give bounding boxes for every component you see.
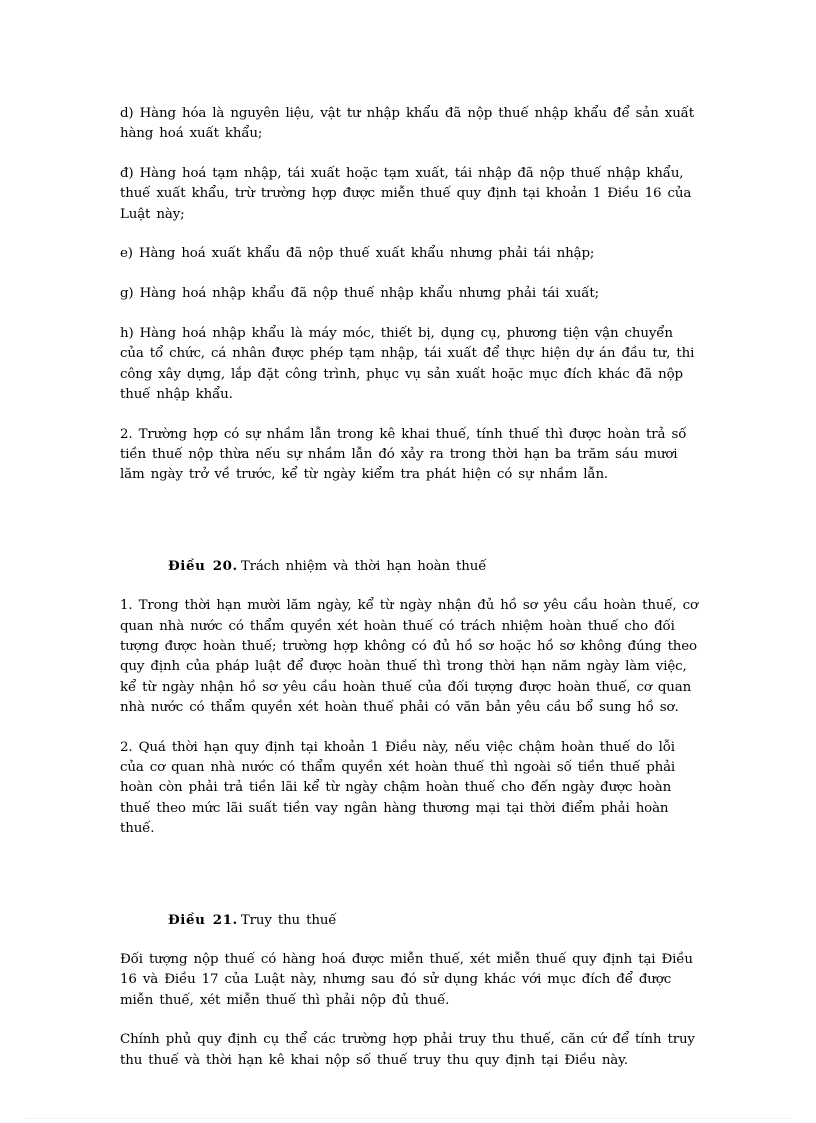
page-bottom-rule [24,1118,792,1119]
list-item-d: d) Hàng hóa là nguyên liệu, vật tư nhập khẩu đã nộp thuế nhập khẩu để sản xuất hàng hoá xuất khẩu; [120,106,694,142]
list-item-g: g) Hàng hoá nhập khẩu đã nộp thuế nhập khẩu nhưng phải tái xuất; [120,286,599,302]
section-spacer [120,859,698,910]
article-20-clause-1: 1. Trong thời hạn mười lăm ngày, kể từ ngày nhận đủ hồ sơ yêu cầu hoàn thuế, cơ quan nhà nước có thẩm quyền xét hoàn thuế có trách nhiệm hoàn thuế cho đối tượng được hoàn thuế; trường hợp không có đủ hồ sơ hoặc hồ sơ không đúng theo quy định của pháp luật để được hoàn thuế thì trong thời hạn năm ngày làm việc, kể từ ngày nhận hồ sơ yêu cầu hoàn thuế của đối tượng được hoàn thuế, cơ quan nhà nước có thẩm quyền xét hoàn thuế phải có văn bản yêu cầu bổ sung hồ sơ. [120,598,698,715]
article-21-title: Truy thu thuế [240,912,337,928]
article-20-clause-2: 2. Quá thời hạn quy định tại khoản 1 Điều này, nếu việc chậm hoàn thuế do lỗi của cơ quan nhà nước có thẩm quyền xét hoàn thuế thì ngoài số tiền thuế phải hoàn còn phải trả tiền lãi kể từ ngày chậm hoàn thuế cho đến ngày được hoàn thuế theo mức lãi suất tiền vay ngân hàng thương mại tại thời điểm phải hoàn thuế. [120,739,676,836]
list-item-dd: đ) Hàng hoá tạm nhập, tái xuất hoặc tạm xuất, tái nhập đã nộp thuế nhập khẩu, thuế xuất khẩu, trừ trường hợp được miễn thuế quy định tại khoản 1 Điều 16 của Luật này; [120,166,692,222]
article-20-heading [168,556,698,577]
article-21-heading [168,910,698,931]
clause-2-paragraph: 2. Trường hợp có sự nhầm lẫn trong kê khai thuế, tính thuế thì được hoàn trả số tiền thuế nộp thừa nếu sự nhầm lẫn đó xảy ra trong thời hạn ba trăm sáu mươi lăm ngày trở về trước, kể từ ngày kiểm tra phát hiện có sự nhầm lẫn. [120,426,687,483]
article-21-paragraph-1: Đối tượng nộp thuế có hàng hoá được miễn thuế, xét miễn thuế quy định tại Điều 16 và Điều 17 của Luật này, nhưng sau đó sử dụng khác với mục đích để được miễn thuế, xét miễn thuế thì phải nộp đủ thuế. [120,952,693,1008]
article-20-label: Điều 20. [168,558,238,575]
section-spacer [120,505,698,556]
list-item-e: e) Hàng hoá xuất khẩu đã nộp thuế xuất khẩu nhưng phải tái nhập; [120,246,595,262]
article-21-paragraph-2: Chính phủ quy định cụ thể các trường hợp phải truy thu thuế, căn cứ để tính truy thu thuế và thời hạn kê khai nộp số thuế truy thu quy định tại Điều này. [120,1032,695,1068]
article-21-label: Điều 21. [168,911,238,928]
article-20-title: Trách nhiệm và thời hạn hoàn thuế [240,559,487,575]
list-item-h: h) Hàng hoá nhập khẩu là máy móc, thiết bị, dụng cụ, phương tiện vận chuyển của tổ chức, cá nhân được phép tạm nhập, tái xuất để thực hiện dự án đầu tư, thi công xây dựng, lắp đặt công trình, phục vụ sản xuất hoặc mục đích khác đã nộp thuế nhập khẩu. [120,326,695,402]
